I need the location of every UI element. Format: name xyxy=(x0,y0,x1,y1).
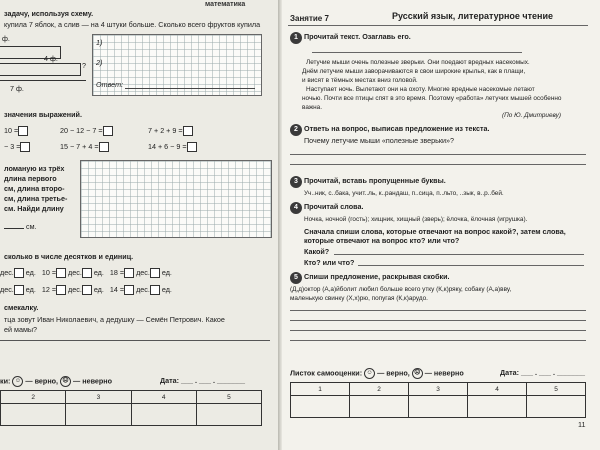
smile-icon: ☺ xyxy=(12,376,23,387)
task3-unit: см. xyxy=(26,222,37,231)
task-number: 5 xyxy=(290,272,302,284)
task5-title: смекалку. xyxy=(4,303,39,312)
words-line: Ночка, ночной (гость); хищник, хищный (зверь); ёлочка, ёлочная (игрушка). xyxy=(304,216,528,223)
date-left: Дата: ___ . ___ . _______ xyxy=(160,376,245,385)
page-number: 11 xyxy=(578,420,586,429)
text-line-6: важна. xyxy=(302,104,323,111)
expr-2-3: 14 + 6 − 9 = xyxy=(148,142,197,152)
answer-line[interactable] xyxy=(125,88,255,89)
right-page xyxy=(282,0,600,450)
task4-title: сколько в числе десятков и единиц. xyxy=(4,252,134,261)
score-col: 2 xyxy=(350,383,409,396)
scheme-label-top: ф. xyxy=(2,34,10,43)
answer-line[interactable] xyxy=(290,154,586,155)
expr-1-3: 7 + 2 + 9 = xyxy=(148,126,193,136)
q4-kto: Кто? или что? xyxy=(304,258,355,267)
header-rule xyxy=(288,25,588,26)
task5-line-2: ей мамы? xyxy=(4,325,38,334)
left-page xyxy=(0,0,280,450)
scheme-label-q: ? xyxy=(82,61,86,70)
q4-line-2: которые отвечают на вопрос кто? или что? xyxy=(304,236,460,245)
score-col: 3 xyxy=(66,391,131,404)
drawing-grid[interactable] xyxy=(80,160,272,238)
score-col: 3 xyxy=(409,383,468,396)
score-col: 4 xyxy=(468,383,527,396)
answer-line[interactable] xyxy=(334,254,584,255)
frown-icon: ☹ xyxy=(60,376,71,387)
title-line[interactable] xyxy=(312,52,522,53)
smile-icon: ☺ xyxy=(364,368,375,379)
scheme-brace xyxy=(0,80,86,81)
score-cell[interactable] xyxy=(66,404,131,426)
task1-title: задачу, используя схему. xyxy=(4,9,94,18)
answer-line[interactable] xyxy=(290,164,586,165)
score-cell[interactable] xyxy=(409,396,468,418)
lesson-title: Занятие 7 xyxy=(290,14,329,23)
answer-line[interactable] xyxy=(290,320,586,321)
task-number: 1 xyxy=(290,32,302,44)
score-cell[interactable] xyxy=(1,404,66,426)
task5-answer-line[interactable] xyxy=(0,340,270,341)
score-col: 2 xyxy=(1,391,66,404)
row-2-label: 2) xyxy=(96,58,103,67)
task3-line-5: см. Найди длину xyxy=(4,204,64,213)
score-col: 4 xyxy=(131,391,196,404)
letters-line: Уч..ник, с..бака, учит..ль, к..рандаш, п..сица, п..льто, ..зык, в..р..бей. xyxy=(304,190,504,197)
task1-text: купила 7 яблок, а слив — на 4 штуки больше. Сколько всего фруктов купила xyxy=(4,20,261,29)
task-5: 5 Спиши предложение, раскрывая скобки. xyxy=(290,272,450,284)
scheme-label-4f: 4 ф. xyxy=(44,54,58,63)
score-col: 1 xyxy=(291,383,350,396)
text-line-4: Наступает ночь. Вылетают они на охоту. Многие вредные насекомые летают xyxy=(306,86,535,93)
date-right: Дата: ___ . ___ . _______ xyxy=(500,368,585,377)
q4-line-1: Сначала спиши слова, которые отвечают на вопрос какой?, затем слова, xyxy=(304,227,566,236)
score-cell[interactable] xyxy=(131,404,196,426)
task3-line-1: ломаную из трёх xyxy=(4,164,65,173)
text-line-5: ночью. Почти все птицы спят в это время. Поэтому «работа» летучих мышей особенно xyxy=(302,95,562,102)
score-cell[interactable] xyxy=(468,396,527,418)
page-header-math: математика xyxy=(205,1,246,8)
expr-2-2: 15 − 7 + 4 = xyxy=(60,142,109,152)
author: (По Ю. Дмитриеву) xyxy=(502,112,561,119)
expr-2-1: − 3 = xyxy=(4,142,30,152)
frown-icon: ☹ xyxy=(412,368,423,379)
self-assessment-right: Листок самооценки: ☺ — верно, ☹ — неверно xyxy=(290,368,464,378)
subject-title: Русский язык, литературное чтение xyxy=(392,11,554,21)
score-cell[interactable] xyxy=(196,404,261,426)
task3-line-2: длина первого xyxy=(4,174,57,183)
task-3: 3 Прочитай, вставь пропущенные буквы. xyxy=(290,176,446,188)
dec-row-2: дес. ед. 12 = дес. ед. 14 = дес. ед. xyxy=(0,285,172,294)
row-1-label: 1) xyxy=(96,38,103,47)
answer-line[interactable] xyxy=(290,330,586,331)
task-1: 1 Прочитай текст. Озаглавь его. xyxy=(290,32,411,44)
task-number: 3 xyxy=(290,176,302,188)
q4-kakoy: Какой? xyxy=(304,247,330,256)
task3-line-4: см, длина третье- xyxy=(4,194,68,203)
text-line-3: и висят в тёмных местах вниз головой. xyxy=(302,77,418,84)
task2-title: значения выражений. xyxy=(4,110,82,119)
expr-1-1: 10 = xyxy=(4,126,28,136)
score-table-left xyxy=(0,390,262,426)
task-number: 2 xyxy=(290,124,302,136)
expr-1-2: 20 − 12 − 7 = xyxy=(60,126,113,136)
score-cell[interactable] xyxy=(350,396,409,418)
dec-row-1: дес. ед. 10 = дес. ед. 18 = дес. ед. xyxy=(0,268,172,277)
task-number: 4 xyxy=(290,202,302,214)
answer-line[interactable] xyxy=(358,265,584,266)
scheme-label-7f: 7 ф. xyxy=(10,84,24,93)
score-cell[interactable] xyxy=(291,396,350,418)
task-2: 2 Ответь на вопрос, выписав предложение из текста. xyxy=(290,124,489,136)
answer-label: Ответ: xyxy=(96,80,124,89)
score-col: 5 xyxy=(196,391,261,404)
task3-answer-line[interactable] xyxy=(4,228,24,229)
answer-line[interactable] xyxy=(290,310,586,311)
self-assessment-left: ки: ☺ — верно, ☹ — неверно xyxy=(0,376,113,386)
task5-line-1: тца зовут Иван Николаевич, а дедушку — Семён Петрович. Какое xyxy=(4,315,225,324)
scheme-bar-plums xyxy=(0,63,81,76)
score-col: 5 xyxy=(527,383,586,396)
q2-question: Почему летучие мыши «полезные зверьки»? xyxy=(304,136,455,145)
task3-line-3: см, длина второ- xyxy=(4,184,65,193)
answer-line[interactable] xyxy=(290,340,586,341)
text-line-2: Днём летучие мыши заворачиваются в свои широкие крылья, как в плащи, xyxy=(302,68,526,75)
task-4: 4 Прочитай слова. xyxy=(290,202,363,214)
score-table-right xyxy=(290,382,586,418)
q5-line-1: (Д,д)октор (А,а)йболит любил больше всего утку (К,к)ряку, собаку (А,а)вву, xyxy=(290,286,512,293)
q5-line-2: маленькую свинку (Х,х)рю, попугая (К,к)арудо. xyxy=(290,295,428,302)
score-cell[interactable] xyxy=(527,396,586,418)
text-line-1: Летучие мыши очень полезные зверьки. Они поедают вредных насекомых. xyxy=(306,59,530,66)
